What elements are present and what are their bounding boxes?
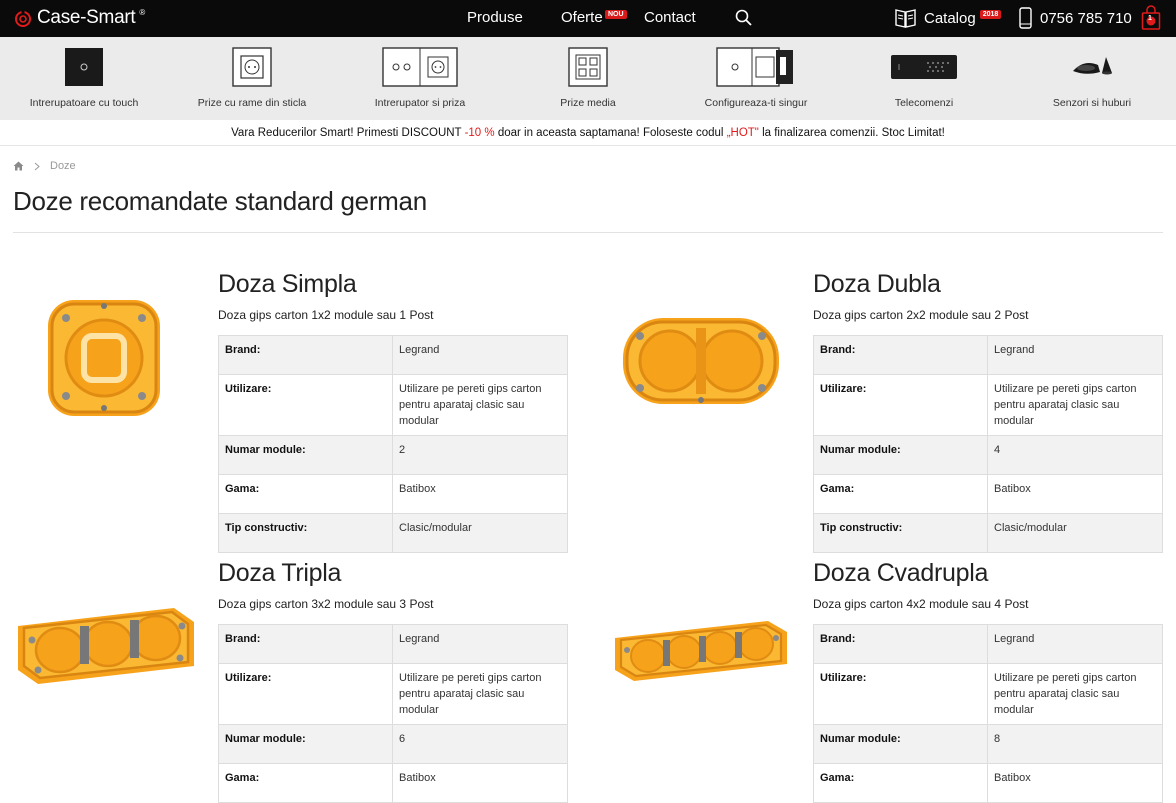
spec-label: Gama: — [219, 764, 393, 803]
remote-icon — [890, 53, 958, 81]
page-title: Doze recomandate standard german — [13, 186, 427, 216]
media-socket-icon — [568, 47, 608, 87]
category-label: Telecomenzi — [894, 97, 954, 109]
spec-value: Legrand — [988, 336, 1163, 375]
spec-value — [988, 664, 1163, 725]
product-title[interactable]: Doza Simpla — [218, 270, 357, 298]
product-description: Doza gips carton 2x2 module sau 2 Post — [813, 308, 1029, 322]
spec-row — [219, 664, 568, 725]
product-image[interactable] — [14, 604, 198, 688]
divider — [13, 232, 1163, 233]
spec-label: Brand: — [219, 625, 393, 664]
product-description: Doza gips carton 3x2 module sau 3 Post — [218, 597, 434, 611]
logo[interactable] — [13, 7, 145, 29]
spec-row — [814, 764, 1163, 803]
product-title[interactable]: Doza Dubla — [813, 270, 941, 298]
product-description: Doza gips carton 4x2 module sau 4 Post — [813, 597, 1029, 611]
spec-value: Legrand — [393, 336, 568, 375]
logo-icon — [13, 8, 33, 28]
socket-frame-icon — [232, 47, 272, 87]
spec-value-line: Utilizare pe pereti gips carton — [399, 672, 542, 684]
home-icon[interactable] — [13, 161, 24, 171]
spec-row — [219, 725, 568, 764]
spec-table — [813, 335, 1163, 553]
product-description: Doza gips carton 1x2 module sau 1 Post — [218, 308, 434, 322]
spec-row — [219, 475, 568, 514]
search-icon[interactable] — [735, 9, 752, 26]
promo-text: la finalizarea comenzii. Stoc Limitat! — [758, 127, 945, 139]
category-glass-sockets[interactable] — [197, 37, 307, 120]
top-navbar — [0, 0, 1176, 37]
catalog-link[interactable] — [894, 7, 1001, 29]
spec-row — [814, 625, 1163, 664]
catalog-year-badge: 2018 — [980, 10, 1002, 19]
spec-row — [219, 375, 568, 436]
spec-label: Brand: — [814, 336, 988, 375]
promo-text: Vara Reducerilor Smart! Primesti DISCOUNT — [231, 127, 465, 139]
spec-label: Numar module: — [219, 436, 393, 475]
spec-value-line: pentru aparataj clasic sau modular — [399, 399, 525, 427]
spec-label: Tip constructiv: — [814, 514, 988, 553]
spec-label: Tip constructiv: — [219, 514, 393, 553]
spec-label: Utilizare: — [814, 664, 988, 725]
spec-value: Batibox — [393, 475, 568, 514]
cart-button[interactable] — [1141, 5, 1161, 36]
configurator-icon — [716, 47, 796, 87]
spec-value-line: pentru aparataj clasic sau modular — [994, 399, 1120, 427]
phone-number: 0756 785 710 — [1040, 9, 1132, 27]
spec-value-line: pentru aparataj clasic sau modular — [994, 688, 1120, 716]
spec-label: Numar module: — [219, 725, 393, 764]
spec-label: Gama: — [219, 475, 393, 514]
spec-table — [218, 335, 568, 553]
spec-row — [814, 664, 1163, 725]
nav-oferte[interactable]: Oferte — [561, 9, 603, 26]
spec-value-line: pentru aparataj clasic sau modular — [399, 688, 525, 716]
category-remotes[interactable] — [890, 37, 958, 120]
spec-label: Utilizare: — [219, 664, 393, 725]
spec-value — [393, 664, 568, 725]
spec-value-line: Utilizare pe pereti gips carton — [994, 672, 1137, 684]
spec-label: Numar module: — [814, 725, 988, 764]
new-badge: NOU — [605, 10, 627, 19]
category-configure[interactable] — [704, 37, 808, 120]
product-image[interactable] — [612, 618, 790, 684]
spec-row — [219, 336, 568, 375]
cart-count: 1 — [1148, 15, 1152, 22]
nav-produse[interactable]: Produse — [467, 9, 523, 26]
book-icon — [894, 7, 917, 29]
spec-value-line: Utilizare pe pereti gips carton — [994, 383, 1137, 395]
logo-reg: ® — [139, 7, 146, 17]
category-label: Prize cu rame din sticla — [197, 97, 307, 109]
spec-label: Brand: — [219, 336, 393, 375]
spec-value: 2 — [393, 436, 568, 475]
phone-icon — [1019, 7, 1032, 29]
spec-value — [988, 375, 1163, 436]
product-title[interactable]: Doza Tripla — [218, 559, 342, 587]
spec-value: 4 — [988, 436, 1163, 475]
catalog-label: Catalog — [924, 9, 976, 27]
spec-row — [814, 514, 1163, 553]
spec-row — [814, 375, 1163, 436]
product-image[interactable] — [620, 312, 782, 410]
spec-value: Legrand — [988, 625, 1163, 664]
spec-value: 8 — [988, 725, 1163, 764]
spec-row — [814, 436, 1163, 475]
nav-contact[interactable]: Contact — [644, 9, 696, 26]
spec-row — [219, 514, 568, 553]
spec-table — [813, 624, 1163, 803]
switch-socket-icon — [382, 47, 458, 87]
spec-row — [219, 764, 568, 803]
spec-value: Legrand — [393, 625, 568, 664]
promo-banner — [0, 120, 1176, 146]
breadcrumb — [13, 160, 76, 172]
touch-switch-icon — [64, 47, 104, 87]
spec-row — [814, 475, 1163, 514]
chevron-right-icon — [34, 162, 40, 171]
category-touch-switches[interactable] — [31, 37, 137, 120]
category-label: Intrerupator si priza — [374, 97, 466, 109]
spec-value: Batibox — [988, 475, 1163, 514]
product-title[interactable]: Doza Cvadrupla — [813, 559, 989, 587]
spec-value: 6 — [393, 725, 568, 764]
spec-row — [814, 336, 1163, 375]
spec-table — [218, 624, 568, 803]
category-label: Configureaza-ti singur — [704, 97, 808, 109]
category-sensors-hubs[interactable] — [1052, 37, 1132, 120]
category-switch-and-socket[interactable] — [375, 37, 465, 120]
hub-sensor-icon — [1070, 53, 1114, 81]
spec-row — [219, 625, 568, 664]
logo-text: Case-Smart — [37, 7, 136, 28]
spec-value: Batibox — [393, 764, 568, 803]
spec-label: Utilizare: — [814, 375, 988, 436]
spec-label: Gama: — [814, 764, 988, 803]
spec-label: Brand: — [814, 625, 988, 664]
phone-link[interactable] — [1019, 7, 1132, 29]
product-image[interactable] — [44, 296, 166, 420]
spec-value: Batibox — [988, 764, 1163, 803]
breadcrumb-current[interactable]: Doze — [50, 160, 76, 172]
category-bar — [0, 37, 1176, 120]
category-media-sockets[interactable] — [556, 37, 620, 120]
spec-row — [814, 725, 1163, 764]
spec-row — [219, 436, 568, 475]
spec-value — [393, 375, 568, 436]
promo-code: „HOT" — [726, 127, 759, 139]
category-label: Senzori si huburi — [1052, 97, 1132, 109]
spec-value-line: Utilizare pe pereti gips carton — [399, 383, 542, 395]
spec-label: Gama: — [814, 475, 988, 514]
spec-label: Utilizare: — [219, 375, 393, 436]
spec-value: Clasic/modular — [393, 514, 568, 553]
category-label: Intrerupatoare cu touch — [29, 97, 139, 109]
promo-text: doar in aceasta saptamana! Foloseste codul — [494, 127, 727, 139]
spec-value: Clasic/modular — [988, 514, 1163, 553]
spec-label: Numar module: — [814, 436, 988, 475]
category-label: Prize media — [560, 97, 616, 109]
promo-discount: -10 % — [464, 127, 495, 139]
